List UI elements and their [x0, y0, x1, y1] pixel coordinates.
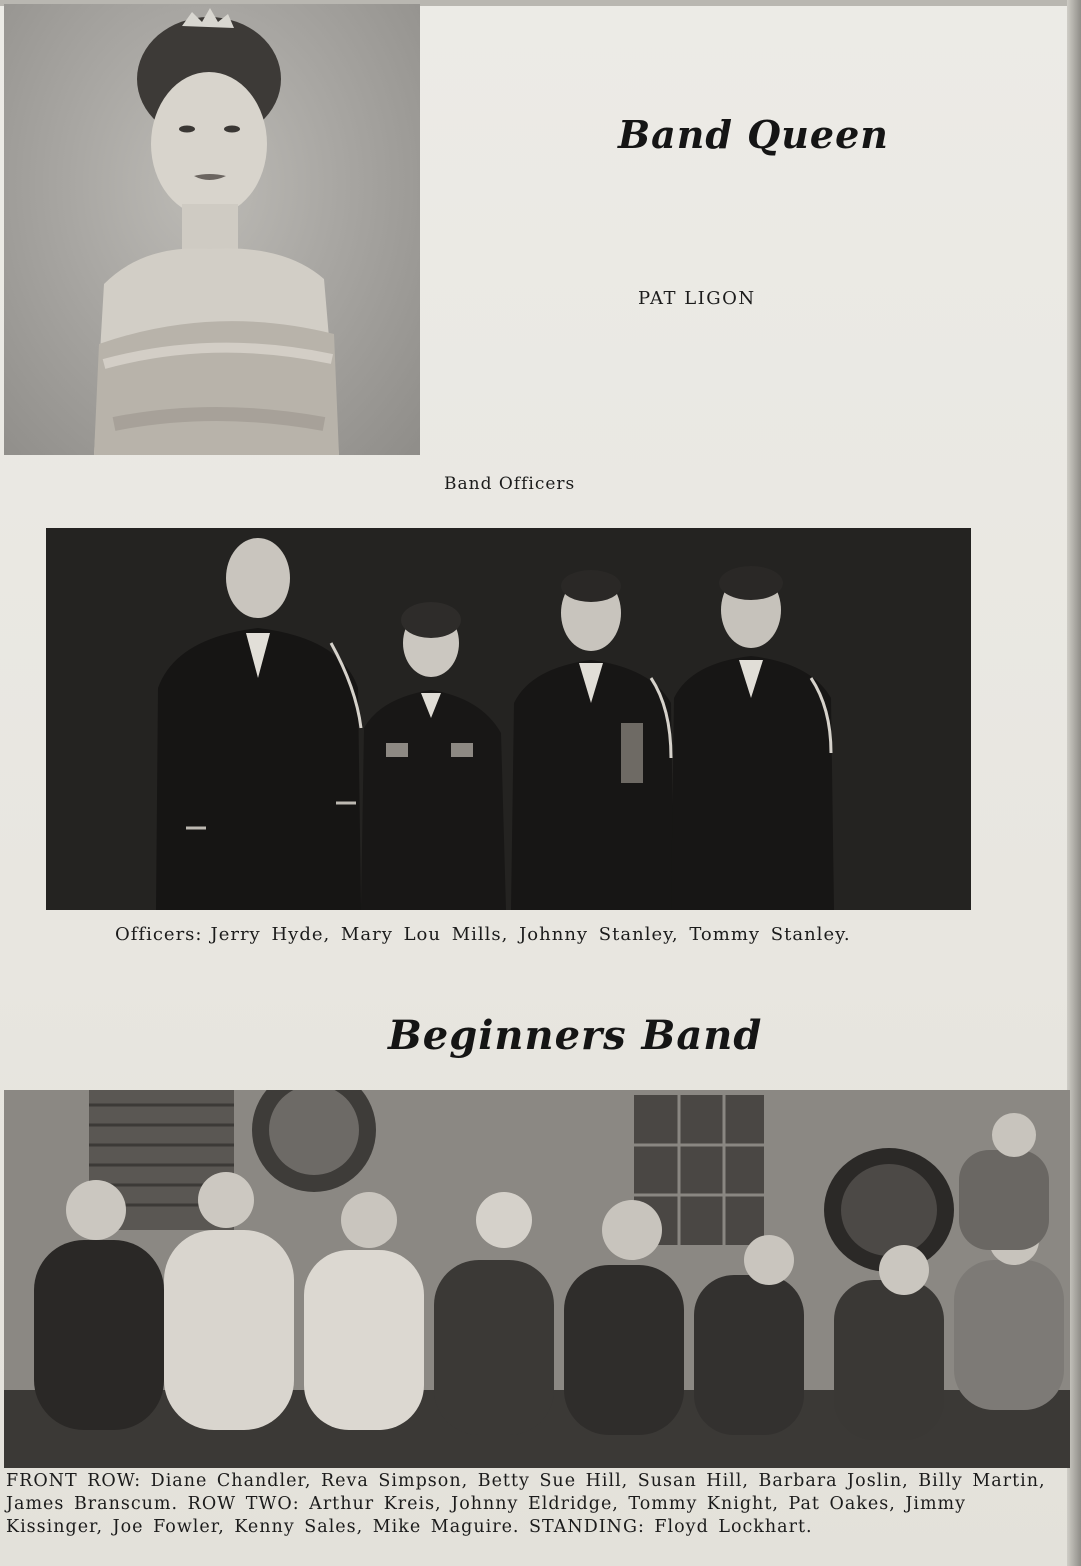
band-queen-name: PAT LIGON [638, 288, 756, 309]
band-queen-portrait [4, 4, 420, 455]
officers-caption-names: Jerry Hyde, Mary Lou Mills, Johnny Stanley, Tommy Stanley. [210, 924, 851, 945]
officers-caption-label: Officers: [115, 924, 203, 945]
beginners-band-caption: FRONT ROW: Diane Chandler, Reva Simpson, Betty Sue Hill, Susan Hill, Barbara Joslin, Billy Martin, James Branscum. ROW TWO: Arthur Kreis, Johnny Eldridge, Tommy Knight, Pat Oakes, Jimmy Kissinger, Joe Fowler, Kenny Sales, Mike Maguire. STANDING: Floyd Lockhart. [6, 1471, 1046, 1537]
band-officers-photo [46, 528, 971, 910]
beginners-band-photo [4, 1090, 1070, 1468]
band-queen-title: Band Queen [618, 112, 889, 157]
band-officers-caption [115, 924, 851, 945]
band-queen-portrait-drawing [4, 4, 420, 455]
beginners-band-title: Beginners Band [388, 1012, 763, 1059]
band-officers-heading: Band Officers [444, 474, 576, 494]
beginners-band-photo-drawing [4, 1090, 1070, 1468]
band-officers-photo-drawing [46, 528, 971, 910]
